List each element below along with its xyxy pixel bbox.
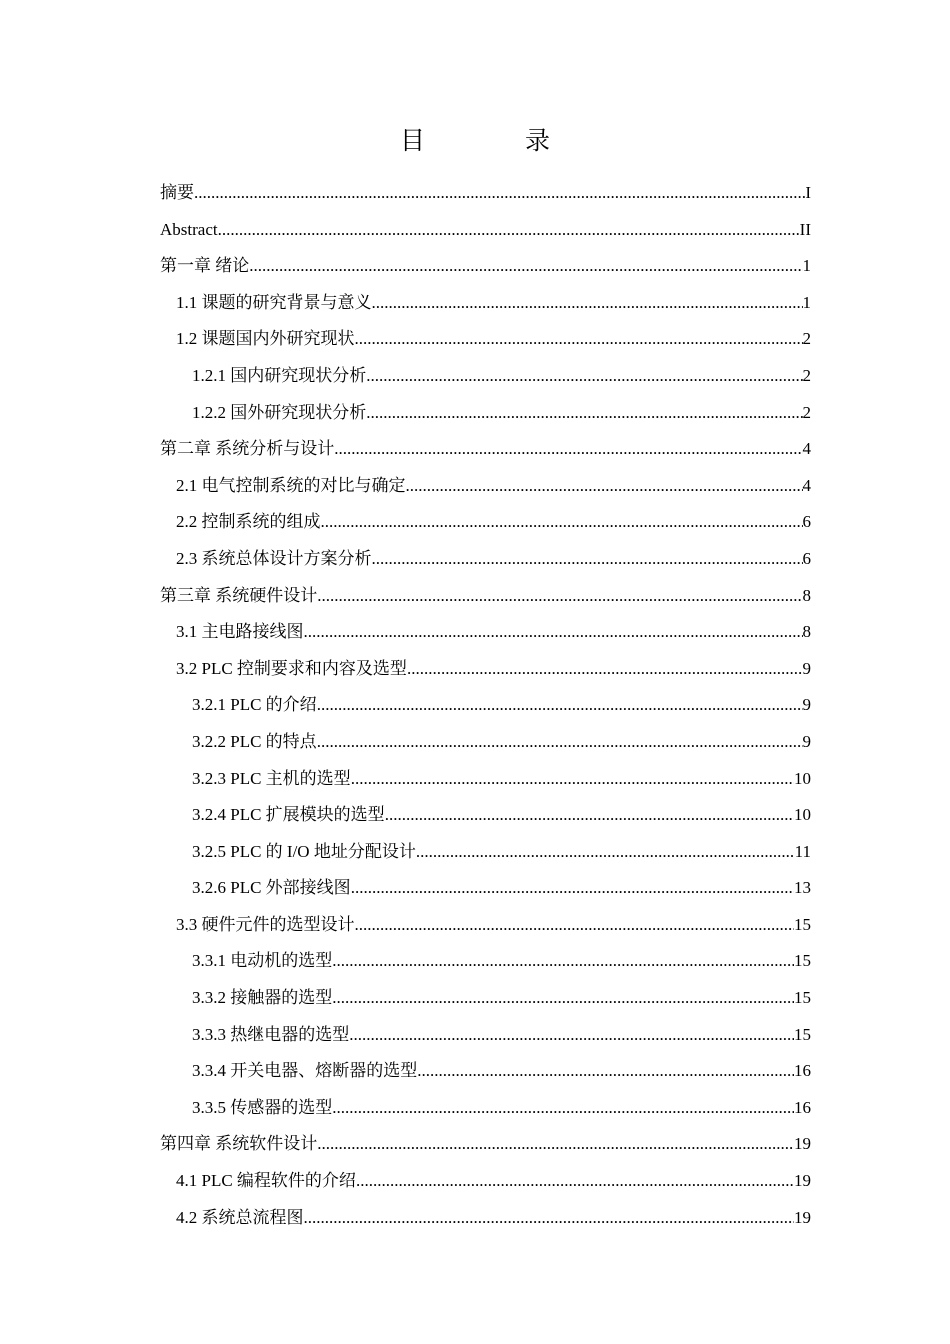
- toc-entry-label: 3.3.2 接触器的选型: [192, 988, 333, 1008]
- toc-dot-leader: [332, 943, 794, 980]
- toc-page-number: 2: [802, 365, 811, 385]
- toc-dot-leader: [218, 212, 800, 249]
- toc-page-number: 6: [802, 512, 811, 532]
- toc-entry[interactable]: [160, 321, 811, 358]
- toc-page-number: 15: [794, 988, 811, 1008]
- toc-page-number: 15: [794, 914, 811, 934]
- toc-page-number: 19: [794, 1134, 811, 1154]
- toc-entry-label: 3.3.4 开关电器、熔断器的选型: [192, 1061, 418, 1081]
- toc-entry[interactable]: [160, 248, 811, 285]
- toc-entry-label: 3.2.2 PLC 的特点: [192, 731, 317, 751]
- toc-page-number: 9: [802, 658, 811, 678]
- toc-entry[interactable]: [160, 1090, 811, 1127]
- toc-page-number: 2: [802, 402, 811, 422]
- toc-entry-label: 3.2.5 PLC 的 I/O 地址分配设计: [192, 841, 416, 861]
- toc-dot-leader: [317, 1126, 794, 1163]
- toc-dot-leader: [317, 687, 803, 724]
- toc-entry-label: 第三章 系统硬件设计: [160, 585, 318, 605]
- toc-entry[interactable]: [160, 614, 811, 651]
- toc-entry[interactable]: [160, 797, 811, 834]
- toc-dot-leader: [355, 321, 803, 358]
- toc-entry[interactable]: [160, 578, 811, 615]
- toc-entry[interactable]: [160, 504, 811, 541]
- toc-entry[interactable]: [160, 175, 811, 212]
- toc-entry-label: Abstract: [160, 219, 218, 239]
- toc-list: [160, 175, 811, 1236]
- toc-entry[interactable]: [160, 1163, 811, 1200]
- toc-page-number: 4: [802, 475, 811, 495]
- toc-entry-label: 1.1 课题的研究背景与意义: [176, 292, 372, 312]
- toc-dot-leader: [407, 651, 803, 688]
- toc-dot-leader: [304, 614, 803, 651]
- toc-dot-leader: [356, 1163, 794, 1200]
- toc-page-number: 4: [802, 439, 811, 459]
- toc-entry[interactable]: [160, 761, 811, 798]
- toc-page-number: 15: [794, 1024, 811, 1044]
- toc-page-number: 19: [794, 1171, 811, 1191]
- toc-dot-leader: [304, 1200, 795, 1237]
- toc-entry[interactable]: [160, 358, 811, 395]
- toc-page-number: 1: [802, 292, 811, 312]
- toc-entry-label: 3.3 硬件元件的选型设计: [176, 914, 355, 934]
- toc-dot-leader: [332, 980, 794, 1017]
- toc-page-number: I: [805, 183, 811, 202]
- toc-page-number: 11: [794, 841, 811, 861]
- toc-entry[interactable]: [160, 1200, 811, 1237]
- toc-entry-label: 1.2.1 国内研究现状分析: [192, 365, 367, 385]
- toc-entry[interactable]: [160, 541, 811, 578]
- toc-entry[interactable]: [160, 468, 811, 505]
- toc-entry-label: 3.2.1 PLC 的介绍: [192, 695, 317, 715]
- toc-entry[interactable]: [160, 285, 811, 322]
- toc-dot-leader: [349, 1017, 794, 1054]
- toc-entry-label: 3.2.4 PLC 扩展模块的选型: [192, 805, 385, 825]
- toc-page-number: 16: [794, 1097, 811, 1117]
- toc-entry[interactable]: [160, 651, 811, 688]
- toc-entry-label: 1.2.2 国外研究现状分析: [192, 402, 367, 422]
- toc-dot-leader: [355, 907, 795, 944]
- toc-entry-label: 3.2.3 PLC 主机的选型: [192, 768, 351, 788]
- toc-entry-label: 3.3.3 热继电器的选型: [192, 1024, 350, 1044]
- toc-entry-label: 摘要: [160, 183, 194, 202]
- toc-dot-leader: [321, 504, 803, 541]
- toc-page-number: 1: [802, 256, 811, 276]
- toc-dot-leader: [406, 468, 803, 505]
- toc-page-number: 8: [802, 622, 811, 642]
- toc-page-number: 8: [802, 585, 811, 605]
- toc-page-number: 15: [794, 951, 811, 971]
- toc-entry-label: 3.2 PLC 控制要求和内容及选型: [176, 658, 407, 678]
- toc-entry-label: 2.2 控制系统的组成: [176, 512, 321, 532]
- toc-entry[interactable]: [160, 1017, 811, 1054]
- toc-entry[interactable]: [160, 1053, 811, 1090]
- toc-page-number: 16: [794, 1061, 811, 1081]
- toc-entry-label: 4.1 PLC 编程软件的介绍: [176, 1171, 356, 1191]
- toc-entry-label: 3.2.6 PLC 外部接线图: [192, 878, 351, 898]
- toc-entry-label: 1.2 课题国内外研究现状: [176, 329, 355, 349]
- toc-page-number: 19: [794, 1207, 811, 1227]
- toc-dot-leader: [332, 1090, 794, 1127]
- toc-page-number: 10: [794, 768, 811, 788]
- toc-entry[interactable]: [160, 943, 811, 980]
- toc-page-number: II: [799, 219, 811, 239]
- toc-dot-leader: [317, 724, 803, 761]
- toc-dot-leader: [351, 761, 794, 798]
- toc-dot-leader: [334, 431, 802, 468]
- toc-page-number: 6: [802, 548, 811, 568]
- toc-dot-leader: [372, 285, 803, 322]
- toc-entry[interactable]: [160, 907, 811, 944]
- toc-dot-leader: [366, 358, 802, 395]
- toc-entry[interactable]: [160, 724, 811, 761]
- toc-entry[interactable]: [160, 834, 811, 871]
- toc-entry-label: 第一章 绪论: [160, 256, 250, 276]
- toc-dot-leader: [416, 834, 795, 871]
- toc-entry-label: 3.3.1 电动机的选型: [192, 951, 333, 971]
- toc-heading: 目 录: [400, 126, 596, 155]
- toc-dot-leader: [385, 797, 794, 834]
- toc-entry-label: 第二章 系统分析与设计: [160, 439, 335, 459]
- toc-entry[interactable]: [160, 687, 811, 724]
- toc-entry[interactable]: [160, 870, 811, 907]
- toc-dot-leader: [317, 578, 802, 615]
- toc-entry[interactable]: [160, 212, 811, 249]
- toc-dot-leader: [194, 175, 805, 212]
- toc-dot-leader: [372, 541, 803, 578]
- toc-entry[interactable]: [160, 980, 811, 1017]
- toc-page-number: 13: [794, 878, 811, 898]
- toc-dot-leader: [417, 1053, 794, 1090]
- toc-entry-label: 2.1 电气控制系统的对比与确定: [176, 475, 406, 495]
- toc-entry-label: 2.3 系统总体设计方案分析: [176, 548, 372, 568]
- toc-page-number: 2: [802, 329, 811, 349]
- toc-page-number: 9: [802, 695, 811, 715]
- toc-entry[interactable]: [160, 431, 811, 468]
- toc-entry-label: 第四章 系统软件设计: [160, 1134, 318, 1154]
- toc-entry-label: 3.1 主电路接线图: [176, 622, 304, 642]
- toc-page-number: 10: [794, 805, 811, 825]
- toc-entry-label: 3.3.5 传感器的选型: [192, 1097, 333, 1117]
- toc-dot-leader: [351, 870, 794, 907]
- toc-page-number: 9: [802, 731, 811, 751]
- toc-entry-label: 4.2 系统总流程图: [176, 1207, 304, 1227]
- toc-dot-leader: [249, 248, 802, 285]
- toc-entry[interactable]: [160, 395, 811, 432]
- toc-dot-leader: [366, 395, 802, 432]
- toc-entry[interactable]: [160, 1126, 811, 1163]
